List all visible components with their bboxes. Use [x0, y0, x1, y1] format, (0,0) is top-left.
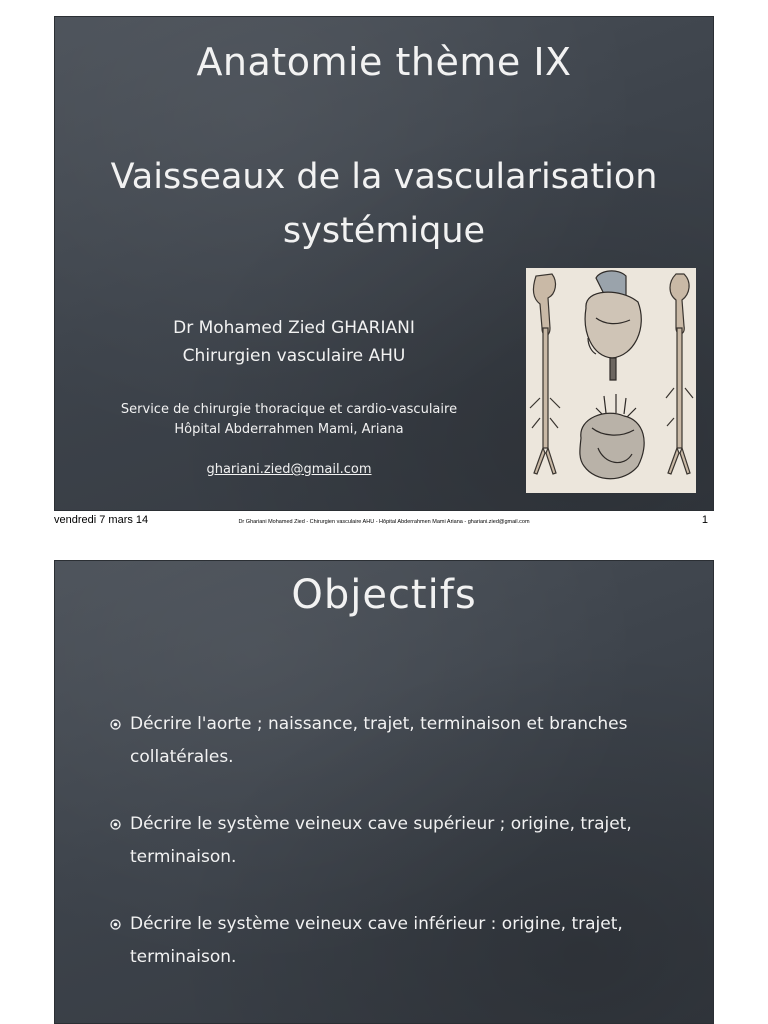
author-name: Dr Mohamed Zied GHARIANI: [173, 318, 415, 338]
page-footer: [54, 514, 714, 532]
aorta-heart-illustration-icon: [526, 268, 696, 493]
title-slide: [54, 16, 714, 511]
author-role: Chirurgien vasculaire AHU: [182, 346, 406, 366]
slide-title: Anatomie thème IX: [196, 40, 572, 84]
slide-title: Objectifs: [291, 572, 477, 618]
page-number: 1: [701, 514, 708, 526]
slide-subtitle: [74, 150, 694, 258]
list-item: [110, 708, 700, 774]
hospital-name: Hôpital Abderrahmen Mami, Ariana: [174, 422, 404, 437]
subtitle-line-1: Vaisseaux de la vascularisation: [110, 157, 658, 197]
bullet-icon: [110, 919, 121, 930]
affiliation-block: [74, 400, 504, 440]
bullet-icon: [110, 719, 121, 730]
footer-center-text: Dr Ghariani Mohamed Zied - Chirurgien vasculaire AHU - Hôpital Abderrahmen Mami Ariana - ghariani.zied@gmail.com: [238, 519, 530, 525]
bullet-icon: [110, 819, 121, 830]
service-name: Service de chirurgie thoracique et cardio-vasculaire: [120, 402, 458, 417]
subtitle-line-2: systémique: [282, 211, 486, 251]
anatomy-illustration: [526, 268, 696, 493]
objective-text: Décrire le système veineux cave supérieur ; origine, trajet, terminaison.: [130, 814, 632, 867]
footer-date: vendredi 7 mars 14: [54, 514, 149, 526]
objective-text: Décrire l'aorte ; naissance, trajet, terminaison et branches collatérales.: [130, 714, 628, 767]
objective-text: Décrire le système veineux cave inférieur : origine, trajet, terminaison.: [130, 914, 623, 967]
objectives-slide: [54, 560, 714, 1024]
email-link[interactable]: ghariani.zied@gmail.com: [206, 462, 372, 477]
list-item: [110, 908, 700, 974]
objectives-list: [110, 708, 700, 1008]
author-block: [94, 314, 494, 370]
list-item: [110, 808, 700, 874]
